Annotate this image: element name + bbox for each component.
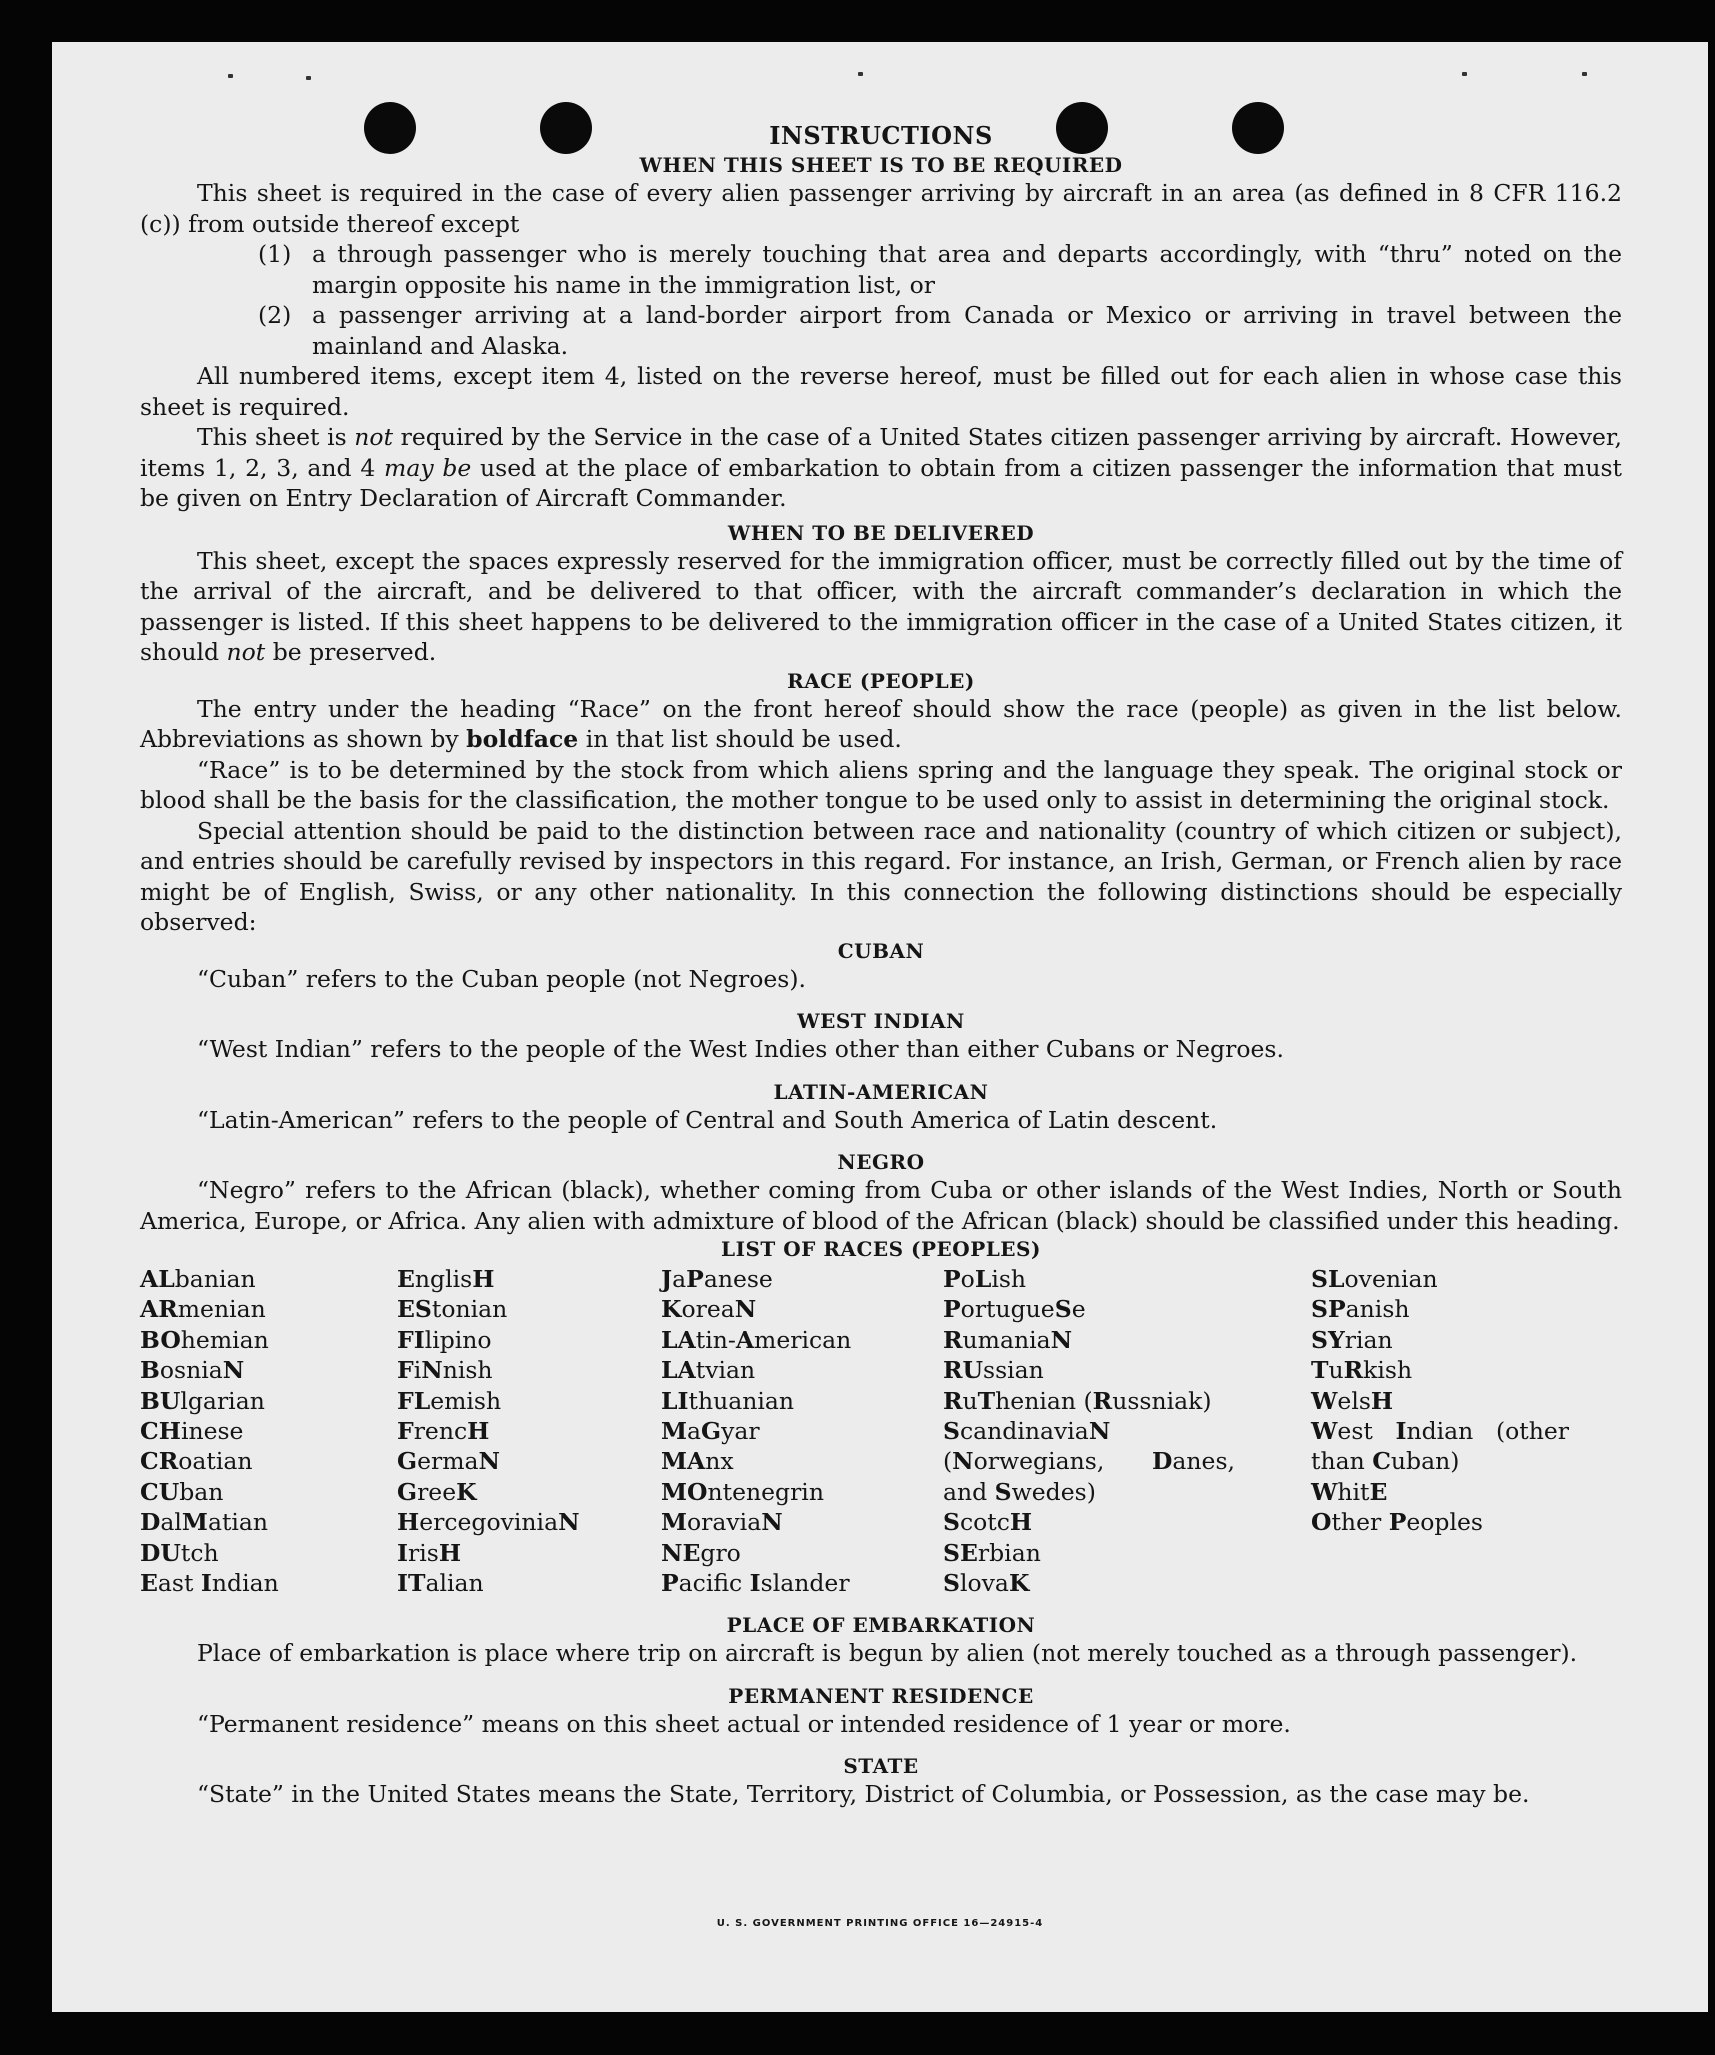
- item-text: a through passenger who is merely touching that area and departs accordingly, with “thru” noted on the margin opposite his name in the immigration list, or: [312, 240, 1622, 299]
- race-item: JaPanese: [661, 1265, 773, 1293]
- heading-latin-american: LATIN-AMERICAN: [773, 1079, 989, 1104]
- numbered-item: [140, 239, 1622, 300]
- race-item: FiNnish: [397, 1356, 493, 1385]
- race-item: DUtch: [140, 1538, 219, 1567]
- printer-imprint: U. S. GOVERNMENT PRINTING OFFICE 16—24915-4: [716, 1918, 1044, 1929]
- heading-place-of-embarkation: PLACE OF EMBARKATION: [726, 1613, 1036, 1638]
- race-item: Pacific Islander: [661, 1569, 850, 1598]
- document-sheet: [52, 42, 1708, 2012]
- race-item: ARmenian: [140, 1295, 266, 1324]
- race-item: DalMatian: [140, 1508, 269, 1537]
- race-item: HercegoviniaN: [397, 1508, 580, 1537]
- race-item: SYrian: [1311, 1325, 1393, 1354]
- race-item: ALbanian: [140, 1265, 256, 1293]
- heading-when-delivered: WHEN TO BE DELIVERED: [727, 520, 1035, 545]
- races-column-3: [661, 1264, 943, 1598]
- race-item: BosniaN: [140, 1356, 245, 1385]
- race-item: MOntenegrin: [661, 1477, 824, 1506]
- race-item: BOhemian: [140, 1325, 269, 1354]
- instructions-content: [140, 120, 1622, 1810]
- race-item: IrisH: [397, 1538, 462, 1567]
- paragraph: “Permanent residence” means on this sheet actual or intended residence of 1 year or more.: [197, 1709, 1291, 1738]
- paragraph: This sheet, except the spaces expressly reserved for the immigration officer, must be correctly filled out by the time of the arrival of the aircraft, and be delivered to that officer, with the aircraft commander’s declaration in which the passenger is listed. If this sheet happens to be delivered to the immigration officer in the case of a United States citizen, it should not be preserved.: [140, 546, 1622, 666]
- race-item: FLemish: [397, 1386, 502, 1415]
- paragraph: All numbered items, except item 4, listed on the reverse hereof, must be filled out for each alien in whose case this sheet is required.: [140, 362, 1622, 421]
- race-item: FIlipino: [397, 1325, 492, 1354]
- race-item: SlovaK: [943, 1569, 1030, 1598]
- heading-negro: NEGRO: [837, 1150, 925, 1174]
- paragraph: This sheet is not required by the Service in the case of a United States citizen passenger arriving by aircraft. However, items 1, 2, 3, and 4 may be used at the place of embarkation to obtain from a citizen passenger the information that must be given on Entry Declaration of Aircraft Commander.: [140, 423, 1623, 512]
- race-item: ScotcH: [943, 1508, 1033, 1537]
- race-item: ITalian: [397, 1569, 484, 1598]
- race-item: SErbian: [943, 1538, 1041, 1567]
- race-item: GreeK: [397, 1477, 477, 1506]
- race-item: ScandinaviaN (Norwegians, Danes, and Swedes): [943, 1417, 1235, 1506]
- heading-west-indian: WEST INDIAN: [797, 1009, 965, 1033]
- race-item: SLovenian: [1311, 1265, 1438, 1293]
- race-item: RuThenian (Russniak): [943, 1386, 1212, 1415]
- race-item: RUssian: [943, 1356, 1044, 1385]
- race-item: CUban: [140, 1477, 224, 1506]
- paragraph: “State” in the United States means the State, Territory, District of Columbia, or Possession, as the case may be.: [197, 1780, 1530, 1809]
- speck-mark: [306, 76, 311, 80]
- spacer: [140, 1065, 1622, 1079]
- race-item: SPanish: [1311, 1295, 1410, 1324]
- item-number: (1): [258, 240, 292, 268]
- race-item: East Indian: [140, 1569, 279, 1598]
- races-column-1: [140, 1264, 397, 1598]
- race-item: PoLish: [943, 1265, 1027, 1293]
- race-item: WelsH: [1311, 1386, 1394, 1415]
- spacer: [140, 1598, 1622, 1612]
- paragraph: The entry under the heading “Race” on the front hereof should show the race (people) as given in the list below. Abbreviations as shown by boldface in that list should be used.: [140, 694, 1622, 753]
- race-item: MAnx: [661, 1447, 734, 1476]
- paragraph: “Cuban” refers to the Cuban people (not Negroes).: [197, 964, 807, 993]
- race-item: EnglisH: [397, 1265, 495, 1293]
- races-column-2: [397, 1264, 661, 1598]
- paragraph: “Race” is to be determined by the stock from which aliens spring and the language they speak. The original stock or blood shall be the basis for the classification, the mother tongue to be used only to assist in determining the original stock.: [140, 755, 1622, 814]
- race-item: EStonian: [397, 1295, 508, 1324]
- race-item: FrencH: [397, 1417, 490, 1446]
- paragraph-text: This sheet is required in the case of every alien passenger arriving by aircraft in an area (as defined in 8 CFR 116.2 (c)) from outside thereof except: [140, 179, 1622, 238]
- race-item: WhitE: [1311, 1477, 1388, 1506]
- speck-mark: [228, 74, 233, 78]
- speck-mark: [1582, 72, 1587, 76]
- paragraph: “West Indian” refers to the people of the West Indies other than either Cubans or Negroes.: [197, 1035, 1284, 1063]
- races-column-4: [943, 1264, 1235, 1598]
- paragraph: “Latin-American” refers to the people of Central and South America of Latin descent.: [197, 1105, 1218, 1134]
- heading-when-required: WHEN THIS SHEET IS TO BE REQUIRED: [639, 153, 1123, 177]
- spacer: [140, 1739, 1622, 1753]
- race-item: CRoatian: [140, 1447, 253, 1476]
- heading-cuban: CUBAN: [837, 938, 925, 963]
- race-item: TuRkish: [1311, 1356, 1413, 1385]
- race-item: LAtvian: [661, 1356, 756, 1385]
- speck-mark: [858, 72, 863, 76]
- race-item: Other Peoples: [1311, 1508, 1483, 1537]
- races-list: [140, 1264, 1622, 1598]
- race-item: RumaniaN: [943, 1325, 1073, 1354]
- spacer: [140, 994, 1622, 1008]
- race-item: KoreaN: [661, 1295, 757, 1324]
- race-item: LIthuanian: [661, 1386, 795, 1415]
- race-item: LAtin-American: [661, 1325, 852, 1354]
- race-item: GermaN: [397, 1447, 500, 1476]
- numbered-item: [140, 300, 1622, 361]
- speck-mark: [1462, 72, 1467, 76]
- spacer: [140, 1135, 1622, 1149]
- heading-permanent-residence: PERMANENT RESIDENCE: [728, 1683, 1034, 1708]
- paragraph: Special attention should be paid to the distinction between race and nationality (country of which citizen or subject), and entries should be carefully revised by inspectors in this regard. For instance, an Irish, German, or French alien by race might be of English, Swiss, or any other nationality. In this connection the following distinctions should be especially observed:: [140, 816, 1622, 936]
- heading-race: RACE (PEOPLE): [787, 668, 975, 693]
- race-item: MoraviaN: [661, 1508, 783, 1537]
- spacer: [140, 1669, 1622, 1683]
- heading-list-of-races: LIST OF RACES (PEOPLES): [721, 1237, 1041, 1261]
- paragraph: [140, 178, 1622, 239]
- race-item: CHinese: [140, 1417, 244, 1446]
- item-text: a passenger arriving at a land-border airport from Canada or Mexico or arriving in travel between the mainland and Alaska.: [312, 301, 1622, 360]
- race-item: MaGyar: [661, 1417, 760, 1446]
- item-number: (2): [258, 301, 292, 329]
- races-column-5: [1311, 1264, 1569, 1598]
- heading-state: STATE: [843, 1754, 919, 1779]
- race-item: NEgro: [661, 1538, 741, 1567]
- race-item: West Indian (other than Cuban): [1311, 1417, 1569, 1476]
- paragraph: “Negro” refers to the African (black), whether coming from Cuba or other islands of the West Indies, North or South America, Europe, or Africa. Any alien with admixture of blood of the African (black) should be classified under this heading.: [140, 1176, 1622, 1235]
- page-title: INSTRUCTIONS: [769, 121, 993, 150]
- paragraph: Place of embarkation is place where trip on aircraft is begun by alien (not merely touched as a through passenger).: [197, 1639, 1578, 1668]
- race-item: BUlgarian: [140, 1386, 265, 1415]
- race-item: PortugueSe: [943, 1295, 1086, 1324]
